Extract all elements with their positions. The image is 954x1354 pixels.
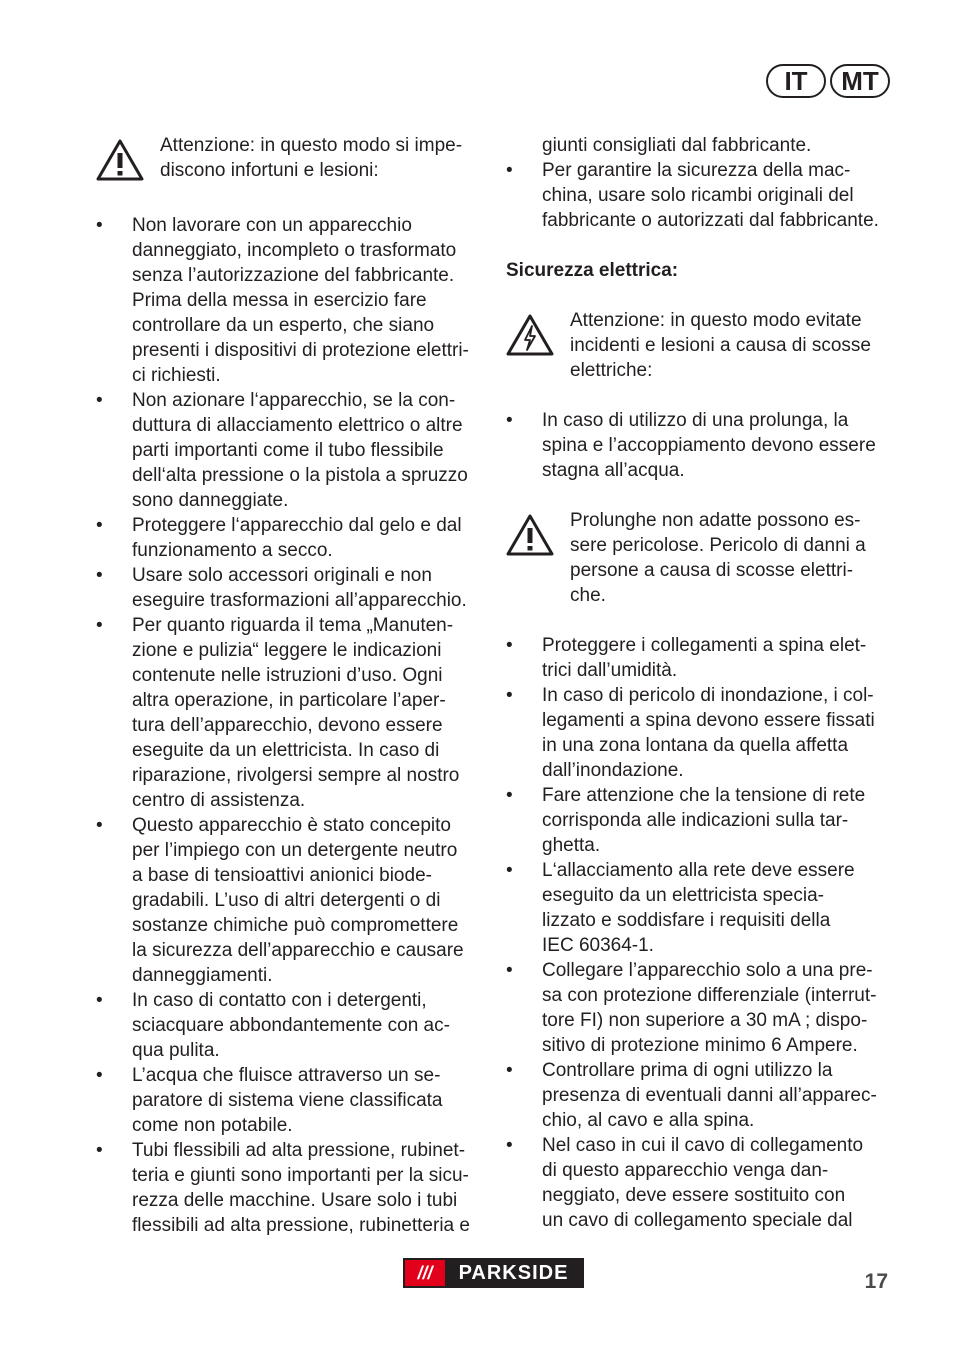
bullet-list — [506, 408, 896, 483]
list-item: • Fare attenzione che la tensione di rete corrisponda alle indicazioni sulla tar- ghetta. — [506, 783, 896, 858]
list-item: • Per garantire la sicurezza della mac- china, usare solo ricambi originali del fabbricante o autorizzati dal fabbricante. — [506, 158, 896, 233]
list-item: • Usare solo accessori originali e non eseguire trasformazioni all’apparecchio. — [96, 563, 486, 613]
continued-text: giunti consigliati dal fabbricante. — [542, 135, 812, 156]
list-item: • Tubi flessibili ad alta pressione, rubinet- teria e giunti sono importanti per la sicu- rezza delle macchine. Usare solo i tubi flessibili ad alta pressione, rubinetteria e — [96, 1138, 486, 1238]
warning-icon — [506, 508, 570, 563]
bullet-list — [96, 213, 486, 1238]
list-item: • In caso di pericolo di inondazione, i col- legamenti a spina devono essere fissati in una zona lontana da quella affetta dall’inondazione. — [506, 683, 896, 783]
list-item: • Nel caso in cui il cavo di collegamento di questo apparecchio venga dan- neggiato, deve essere sostituito con un cavo di collegamento speciale dal — [506, 1133, 896, 1233]
list-item: • Non azionare l‘apparecchio, se la con- duttura di allacciamento elettrico o altre parti importanti come il tubo flessibile dell‘alta pressione o la pistola a spruzzo sono danneggiate. — [96, 388, 486, 513]
list-item: • Collegare l’apparecchio solo a una pre- sa con protezione differenziale (interrut- tore FI) non superiore a 30 mA ; dispo- sitivo di protezione minimo 6 Ampere. — [506, 958, 896, 1058]
list-item: • L’acqua che fluisce attraverso un se- paratore di sistema viene classificata come non potabile. — [96, 1063, 486, 1138]
bullet-list — [506, 158, 896, 233]
electric-hazard-icon — [506, 308, 570, 363]
list-item: • L‘allacciamento alla rete deve essere eseguito da un elettricista specia- lizzato e soddisfare i requisiti della IEC 60364-1. — [506, 858, 896, 958]
warning-icon — [96, 133, 160, 188]
parkside-logo — [403, 1258, 584, 1288]
section-heading: Sicurezza elettrica: — [506, 260, 679, 281]
electric-warning-block — [506, 308, 896, 383]
right-column — [506, 133, 896, 1233]
list-item: • Proteggere i collegamenti a spina elet- trici dall’umidità. — [506, 633, 896, 683]
list-item: • In caso di contatto con i detergenti, sciacquare abbondantemente con ac- qua pulita. — [96, 988, 486, 1063]
page-number: 17 — [864, 1270, 888, 1293]
list-item: • Non lavorare con un apparecchio danneggiato, incompleto o trasformato senza l’autorizzazione del fabbricante. Prima della messa in esercizio fare controllare da un esperto, che siano presenti i dispositivi di protezione elettri- ci richiesti. — [96, 213, 486, 388]
warning-text: Prolunghe non adatte possono es- sere pericolose. Pericolo di danni a persone a causa di scosse elettri- che. — [570, 510, 866, 606]
list-item: • Proteggere l‘apparecchio dal gelo e dal funzionamento a secco. — [96, 513, 486, 563]
logo-stripes: /// — [405, 1260, 445, 1286]
warning-block — [506, 508, 896, 608]
warning-text: Attenzione: in questo modo si impe- discono infortuni e lesioni: — [160, 135, 463, 181]
bullet-list — [506, 633, 896, 1233]
left-column — [96, 133, 486, 1238]
list-item: • Per quanto riguarda il tema „Manuten- zione e pulizia“ leggere le indicazioni contenute nelle istruzioni d’uso. Ogni altra operazione, in particolare l’aper- tura dell’apparecchio, devono essere eseguite da un elettricista. In caso di riparazione, rivolgersi sempre al nostro centro di assistenza. — [96, 613, 486, 813]
warning-block — [96, 133, 486, 188]
list-item: • Questo apparecchio è stato concepito per l’impiego con un detergente neutro a base di tensioattivi anionici biode- gradabili. L’uso di altri detergenti o di sostanze chimiche può compromettere la sicurezza dell’apparecchio e causare danneggiamenti. — [96, 813, 486, 988]
logo-wordmark: PARKSIDE — [458, 1261, 569, 1284]
language-badge-mt: MT — [830, 64, 890, 98]
list-item: • Controllare prima di ogni utilizzo la presenza di eventuali danni all’apparec- chio, al cavo e alla spina. — [506, 1058, 896, 1133]
language-badge-it: IT — [766, 64, 826, 98]
list-item: • In caso di utilizzo di una prolunga, la spina e l’accoppiamento devono essere stagna all’acqua. — [506, 408, 896, 483]
warning-text: Attenzione: in questo modo evitate incidenti e lesioni a causa di scosse elettriche: — [570, 310, 872, 381]
